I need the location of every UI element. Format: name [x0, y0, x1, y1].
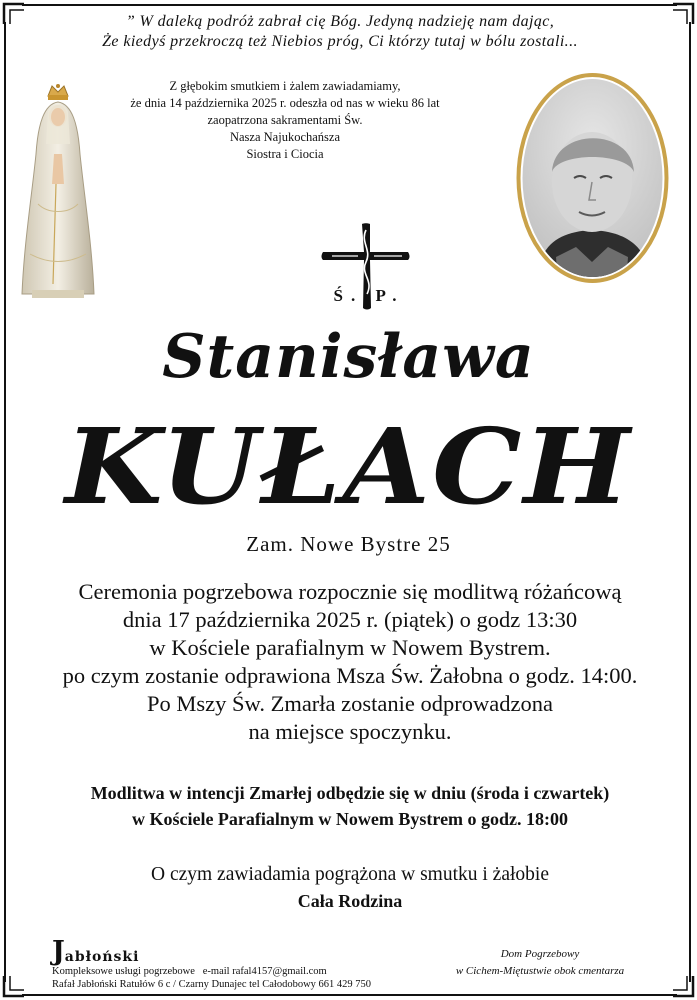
- family-signature: Cała Rodzina: [297, 891, 403, 911]
- frame-top-line: [22, 4, 677, 6]
- closing-line: O czym zawiadamia pogrążona w smutku i żałobie: [151, 864, 549, 885]
- company-services: Kompleksowe usługi pogrzebowe: [52, 966, 195, 977]
- portrait-photo: [516, 72, 669, 284]
- ceremony-line-4: po czym zostanie odprawiona Msza Św. Żałobna o godz. 14:00.: [62, 663, 638, 688]
- poem-line-2: Że kiedyś przekroczą też Niebios próg, Ci którzy tutaj w bólu zostali...: [102, 33, 578, 50]
- frame-corner-top-right: [673, 2, 695, 24]
- deceased-first-name: Stanisława: [162, 322, 535, 392]
- frame-bottom-line: [22, 994, 677, 996]
- ceremony-line-2: dnia 17 października 2025 r. (piątek) o godz 13:30: [122, 607, 578, 632]
- ceremony-details: [40, 578, 660, 746]
- funeral-home-info: [430, 946, 650, 980]
- company-address: Rafał Jabłoński Ratułów 6 c / Czarny Dunajec tel Całodobowy 661 429 750: [52, 979, 372, 990]
- frame-corner-bottom-left: [2, 976, 24, 998]
- intro-text: [110, 78, 460, 163]
- poem-line-1: ” W daleką podróż zabrał cię Bóg. Jedyną nadzieję nam dając,: [125, 13, 555, 30]
- ceremony-line-1: Ceremonia pogrzebowa rozpocznie się modlitwą różańcową: [78, 579, 622, 604]
- funeral-home-line-2: w Cichem-Miętustwie obok cmentarza: [455, 965, 625, 977]
- frame-corner-top-left: [2, 2, 24, 24]
- prayer-line-1: Modlitwa w intencji Zmarłej odbędzie się w dniu (środa i czwartek): [90, 783, 610, 803]
- closing-text: [40, 862, 660, 915]
- ceremony-line-6: na miejsce spoczynku.: [248, 719, 452, 744]
- intro-line-5: Siostra i Ciocia: [246, 147, 324, 161]
- funeral-company-info: [52, 936, 432, 991]
- prayer-line-2: w Kościele Parafialnym w Nowem Bystrem o godz. 18:00: [131, 809, 569, 829]
- intro-line-1: Z głębokim smutkiem i żalem zawiadamiamy,: [169, 79, 401, 93]
- deceased-address: Zam. Nowe Bystre 25: [246, 532, 451, 556]
- company-email: e-mail rafal4157@gmail.com: [202, 966, 327, 977]
- prayer-details: [40, 780, 660, 832]
- intro-line-4: Nasza Najukochańsza: [229, 130, 341, 144]
- deceased-surname: KUŁACH: [65, 405, 632, 528]
- brand-initial: J: [52, 936, 65, 967]
- funeral-home-line-1: Dom Pogrzebowy: [500, 948, 580, 960]
- frame-corner-bottom-right: [673, 976, 695, 998]
- ceremony-line-5: Po Mszy Św. Zmarła zostanie odprowadzona: [147, 691, 553, 716]
- madonna-statue-image: [18, 84, 98, 300]
- intro-line-2: że dnia 14 października 2025 r. odeszła od nas w wieku 86 lat: [130, 96, 440, 110]
- ceremony-line-3: w Kościele parafialnym w Nowem Bystrem.: [149, 635, 551, 660]
- brand-name: abłoński: [64, 949, 140, 965]
- sp-label: Ś. P.: [333, 286, 405, 305]
- poem: [30, 12, 650, 52]
- intro-line-3: zaopatrzona sakramentami Św.: [207, 113, 363, 127]
